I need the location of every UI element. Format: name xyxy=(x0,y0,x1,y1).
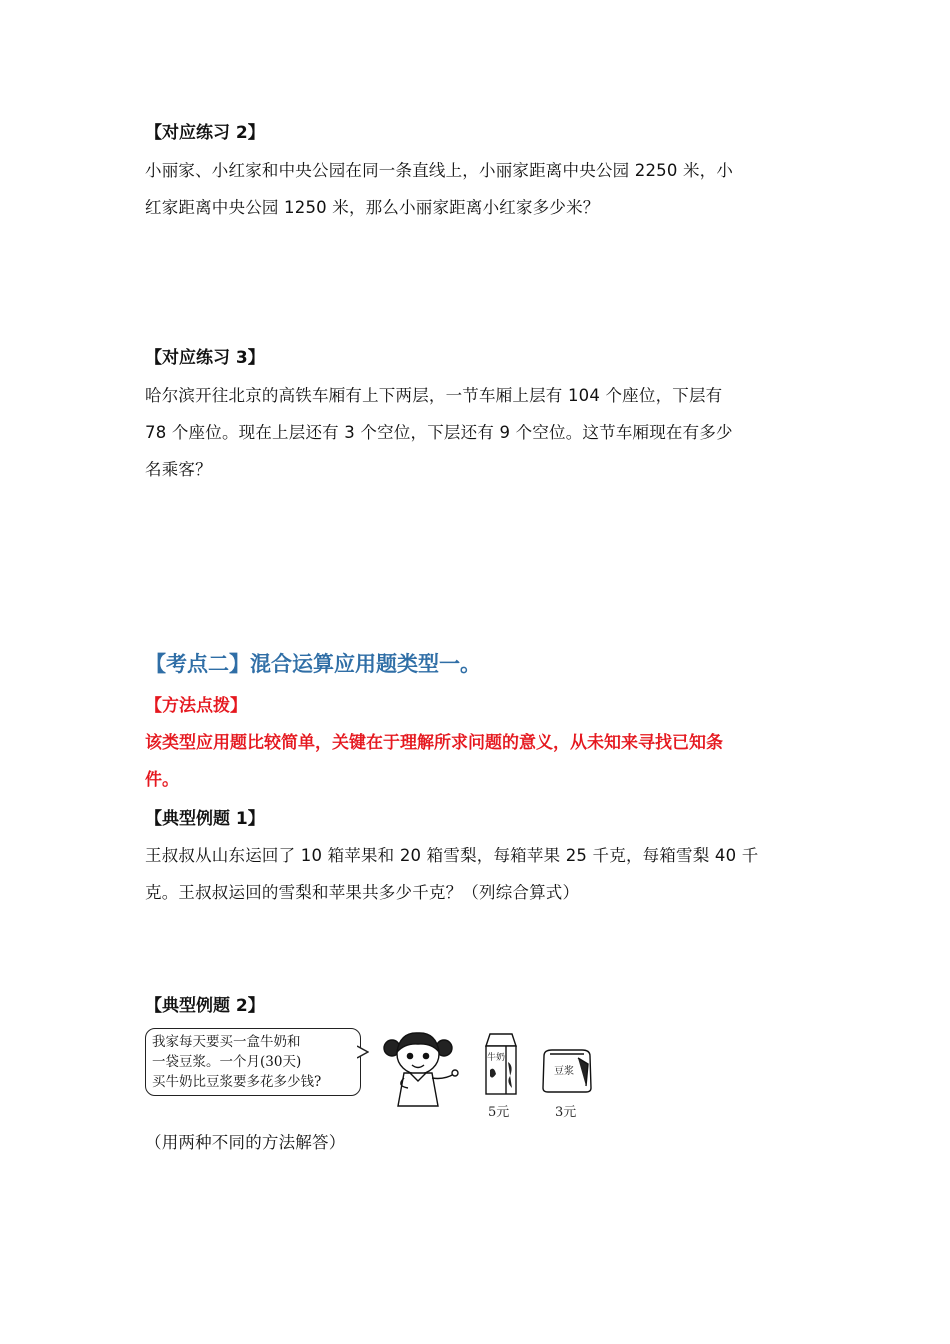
bubble-line-1: 我家每天要买一盒牛奶和 xyxy=(152,1034,301,1050)
bubble-tail xyxy=(357,1044,369,1060)
soy-label: 豆浆 xyxy=(554,1066,574,1077)
practice-2-text xyxy=(145,152,810,226)
practice-3-title: 【对应练习 3】 xyxy=(145,348,265,368)
method-line-1: 该类型应用题比较简单，关键在于理解所求问题的意义，从未知来寻找已知条 xyxy=(145,733,723,753)
milk-carton-icon xyxy=(480,1032,522,1096)
practice-3-text xyxy=(145,377,810,488)
girl-illustration-icon xyxy=(378,1026,462,1112)
example-1-line-1: 王叔叔从山东运回了 10 箱苹果和 20 箱雪梨，每箱苹果 25 千克，每箱雪梨 40 千 xyxy=(145,846,759,865)
example-1-text xyxy=(145,837,810,911)
practice-3-line-2: 78 个座位。现在上层还有 3 个空位，下层还有 9 个空位。这节车厢现在有多少 xyxy=(145,423,733,442)
section-2-title: 【考点二】混合运算应用题类型一。 xyxy=(145,652,481,676)
practice-2-line-1: 小丽家、小红家和中央公园在同一条直线上，小丽家距离中央公园 2250 米，小 xyxy=(145,161,734,180)
example-1-title: 【典型例题 1】 xyxy=(145,809,265,829)
practice-3-line-1: 哈尔滨开往北京的高铁车厢有上下两层，一节车厢上层有 104 个座位，下层有 xyxy=(145,386,723,405)
example-1-line-2: 克。王叔叔运回的雪梨和苹果共多少千克？（列综合算式） xyxy=(145,883,580,902)
bubble-line-3: 买牛奶比豆浆要多花多少钱? xyxy=(152,1074,322,1090)
example-2-note: （用两种不同的方法解答） xyxy=(145,1133,346,1152)
method-title: 【方法点拨】 xyxy=(145,696,247,716)
practice-2-line-2: 红家距离中央公园 1250 米，那么小丽家距离小红家多少米？ xyxy=(145,198,600,217)
milk-label: 牛奶 xyxy=(487,1053,506,1063)
milk-price: 5元 xyxy=(488,1105,510,1120)
speech-bubble xyxy=(145,1028,361,1096)
method-text xyxy=(145,725,810,799)
bubble-line-2: 一袋豆浆。一个月(30天) xyxy=(152,1054,302,1070)
soy-price: 3元 xyxy=(555,1105,577,1120)
practice-3-line-3: 名乘客？ xyxy=(145,460,212,479)
method-line-2: 件。 xyxy=(145,770,179,790)
example-2-title: 【典型例题 2】 xyxy=(145,996,265,1016)
practice-2-title: 【对应练习 2】 xyxy=(145,123,265,143)
